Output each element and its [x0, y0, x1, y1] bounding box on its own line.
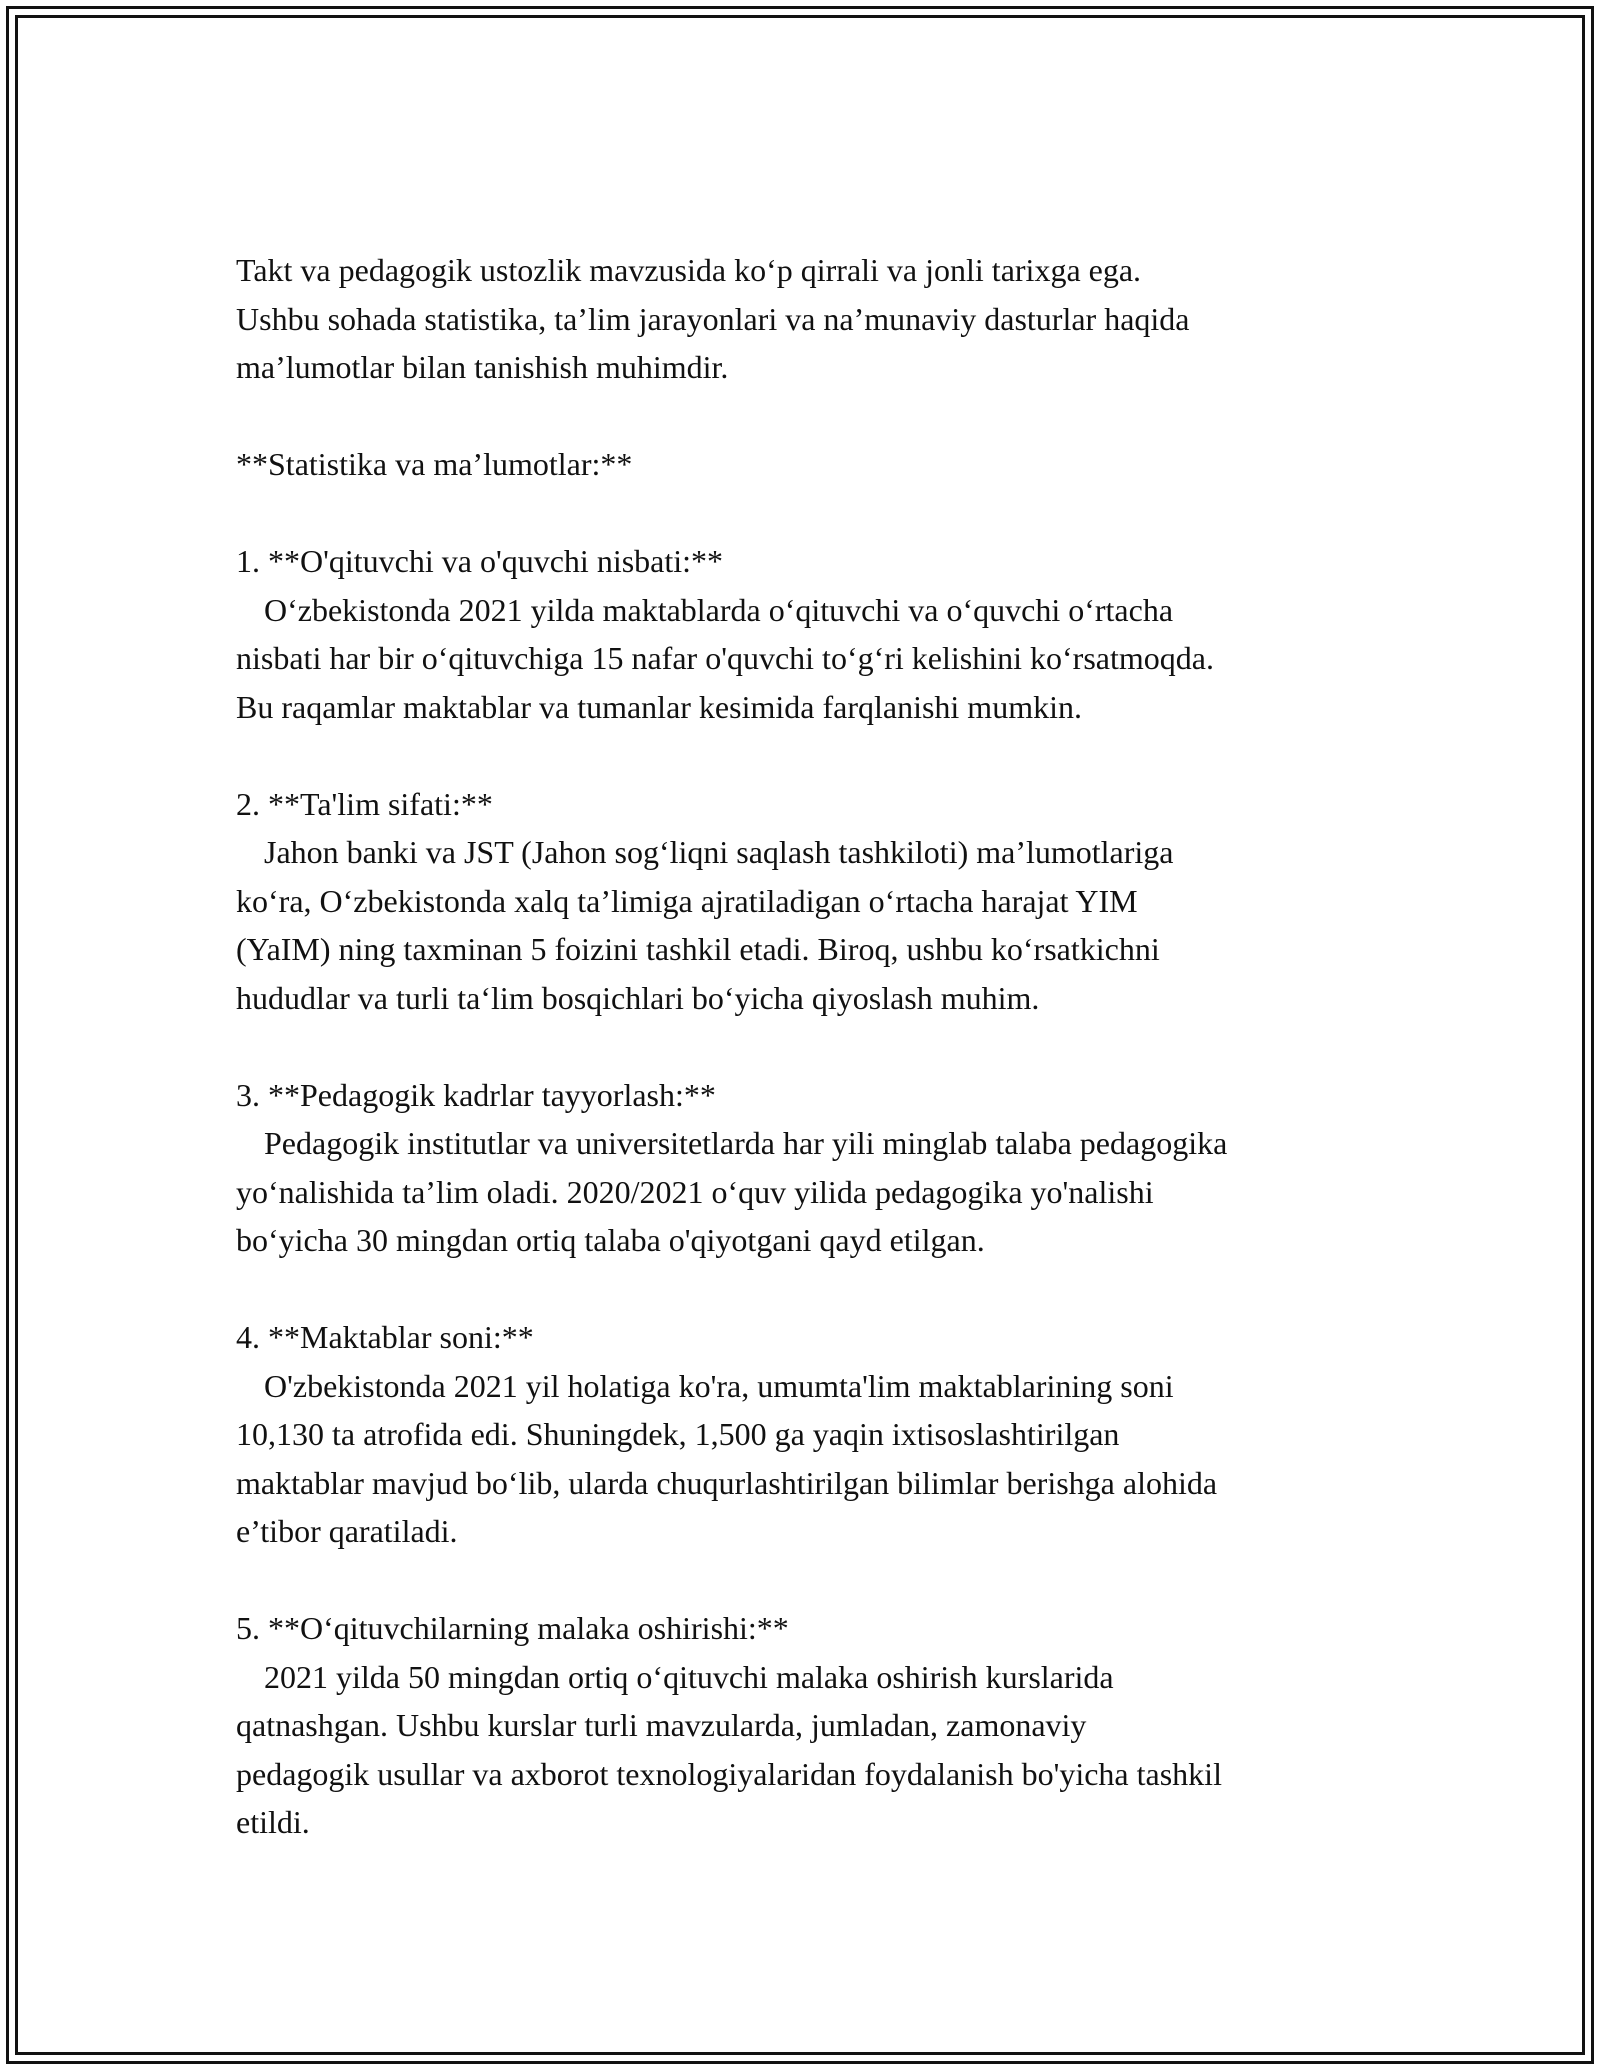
- item-line: nisbati har bir oʻqituvchiga 15 nafar o'quvchi toʻgʻri kelishini koʻrsatmoqda.: [236, 640, 1214, 676]
- item-line: 10,130 ta atrofida edi. Shuningdek, 1,500 ga yaqin ixtisoslashtirilgan: [236, 1416, 1120, 1452]
- item-line: Pedagogik institutlar va universitetlarda har yili minglab talaba pedagogika: [264, 1125, 1228, 1161]
- item-line: boʻyicha 30 mingdan ortiq talaba o'qiyotgani qayd etilgan.: [236, 1222, 985, 1258]
- intro-line: Takt va pedagogik ustozlik mavzusida koʻp qirrali va jonli tarixga ega.: [236, 252, 1142, 288]
- item-heading: 2. **Ta'lim sifati:**: [236, 785, 493, 822]
- item-line: pedagogik usullar va axborot texnologiyalaridan foydalanish bo'yicha tashkil: [236, 1755, 1222, 1792]
- spacer: [236, 1265, 1386, 1314]
- item-line: koʻra, Oʻzbekistonda xalq ta’limiga ajratiladigan oʻrtacha harajat YIM: [236, 882, 1138, 919]
- section-heading: **Statistika va ma’lumotlar:**: [236, 446, 633, 482]
- spacer: [236, 392, 1386, 441]
- item-heading: 1. **O'qituvchi va o'quvchi nisbati:**: [236, 543, 724, 579]
- spacer: [236, 1556, 1386, 1605]
- item-line: Bu raqamlar maktablar va tumanlar kesimida farqlanishi mumkin.: [236, 688, 1082, 725]
- intro-line: Ushbu sohada statistika, ta’lim jarayonlari va na’munaviy dasturlar haqida: [236, 300, 1190, 337]
- item-line: O'zbekistonda 2021 yil holatiga ko'ra, umumta'lim maktablarining soni: [264, 1367, 1174, 1404]
- spacer: [236, 489, 1386, 538]
- spacer: [236, 731, 1386, 780]
- item-heading: 5. **Oʻqituvchilarning malaka oshirishi:**: [236, 1610, 789, 1646]
- item-line: etildi.: [236, 1804, 310, 1840]
- item-line: (YaIM) ning taxminan 5 foizini tashkil etadi. Biroq, ushbu koʻrsatkichni: [236, 931, 1160, 967]
- item-line: e’tibor qaratiladi.: [236, 1513, 458, 1549]
- intro-line: ma’lumotlar bilan tanishish muhimdir.: [236, 349, 729, 385]
- item-line: hududlar va turli taʻlim bosqichlari boʻyicha qiyoslash muhim.: [236, 979, 1040, 1016]
- document-body: [236, 246, 1386, 1847]
- item-heading: 4. **Maktablar soni:**: [236, 1319, 534, 1355]
- item-line: Oʻzbekistonda 2021 yilda maktablarda oʻqituvchi va oʻquvchi oʻrtacha: [264, 591, 1174, 628]
- item-line: maktablar mavjud boʻlib, ularda chuqurlashtirilgan bilimlar berishga alohida: [236, 1464, 1218, 1501]
- item-line: 2021 yilda 50 mingdan ortiq oʻqituvchi malaka oshirish kurslarida: [264, 1658, 1114, 1695]
- item-line: qatnashgan. Ushbu kurslar turli mavzularda, jumladan, zamonaviy: [236, 1707, 1087, 1743]
- spacer: [236, 1022, 1386, 1071]
- item-line: Jahon banki va JST (Jahon sogʻliqni saqlash tashkiloti) ma’lumotlariga: [264, 834, 1174, 870]
- item-line: yoʻnalishida ta’lim oladi. 2020/2021 oʻquv yilida pedagogika yo'nalishi: [236, 1173, 1154, 1210]
- item-heading: 3. **Pedagogik kadrlar tayyorlash:**: [236, 1076, 716, 1113]
